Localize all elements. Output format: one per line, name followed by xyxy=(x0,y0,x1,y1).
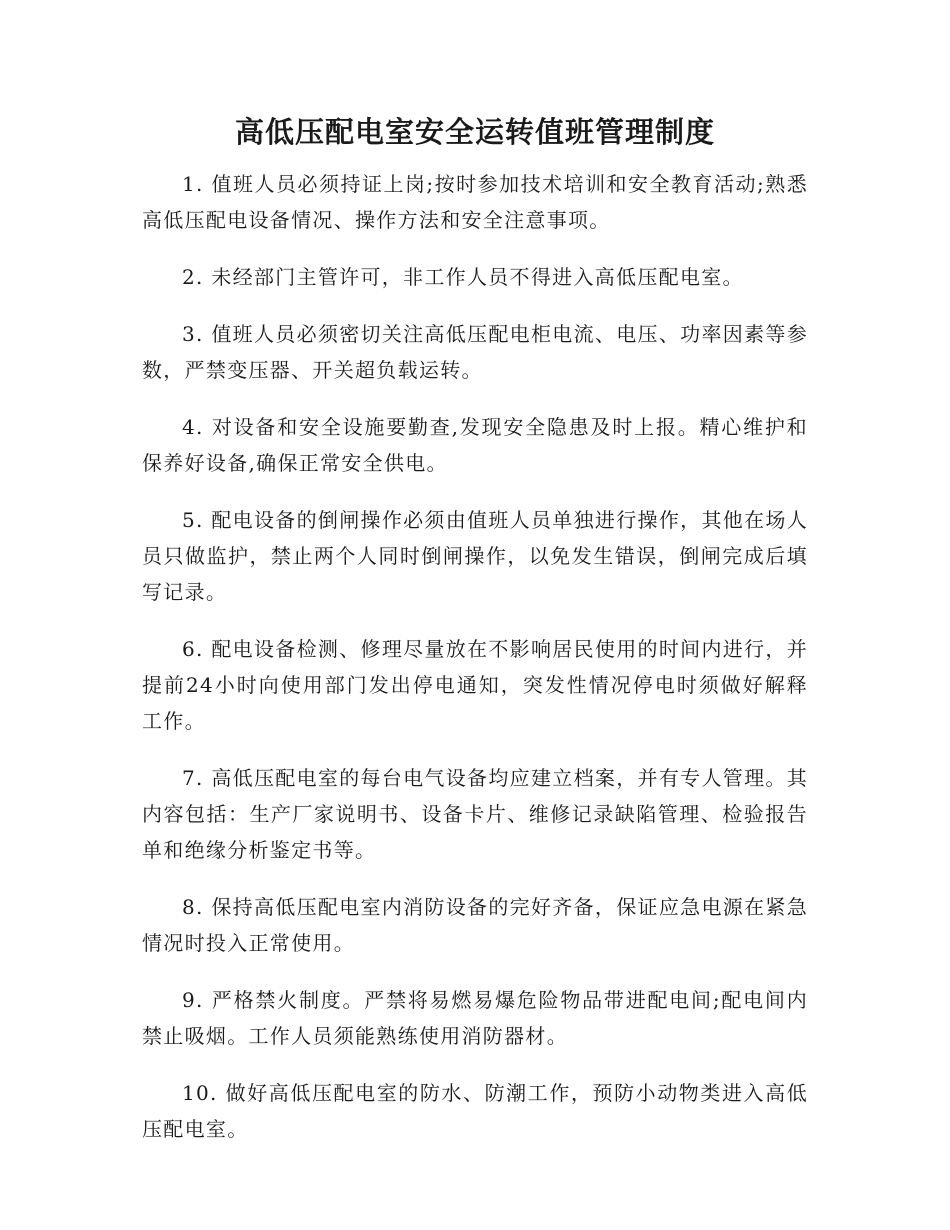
clause-5: 5. 配电设备的倒闸操作必须由值班人员单独进行操作，其他在场人员只做监护，禁止两个人同时倒闸操作，以免发生错误，倒闸完成后填写记录。 xyxy=(142,508,808,604)
document-title: 高低压配电室安全运转值班管理制度 xyxy=(234,115,715,149)
clause-1: 1. 值班人员必须持证上岗;按时参加技术培训和安全教育活动;熟悉高低压配电设备情况、操作方法和安全注意事项。 xyxy=(142,172,808,232)
clause-8: 8. 保持高低压配电室内消防设备的完好齐备，保证应急电源在紧急情况时投入正常使用。 xyxy=(142,895,808,955)
clause-4: 4. 对设备和安全设施要勤查,发现安全隐患及时上报。精心维护和保养好设备,确保正常安全供电。 xyxy=(142,415,808,475)
clause-3: 3. 值班人员必须密切关注高低压配电柜电流、电压、功率因素等参数，严禁变压器、开关超负载运转。 xyxy=(142,322,808,382)
clause-7: 7. 高低压配电室的每台电气设备均应建立档案，并有专人管理。其内容包括：生产厂家说明书、设备卡片、维修记录缺陷管理、检验报告单和绝缘分析鉴定书等。 xyxy=(142,766,808,862)
clause-9: 9. 严格禁火制度。严禁将易燃易爆危险物品带进配电间;配电间内禁止吸烟。工作人员须能熟练使用消防器材。 xyxy=(142,988,808,1048)
clause-2: 2. 未经部门主管许可，非工作人员不得进入高低压配电室。 xyxy=(182,265,744,289)
clause-6: 6. 配电设备检测、修理尽量放在不影响居民使用的时间内进行，并提前24小时向使用部门发出停电通知，突发性情况停电时须做好解释工作。 xyxy=(142,637,808,733)
clause-10: 10. 做好高低压配电室的防水、防潮工作，预防小动物类进入高低压配电室。 xyxy=(142,1081,808,1141)
clause-list xyxy=(142,166,808,1147)
